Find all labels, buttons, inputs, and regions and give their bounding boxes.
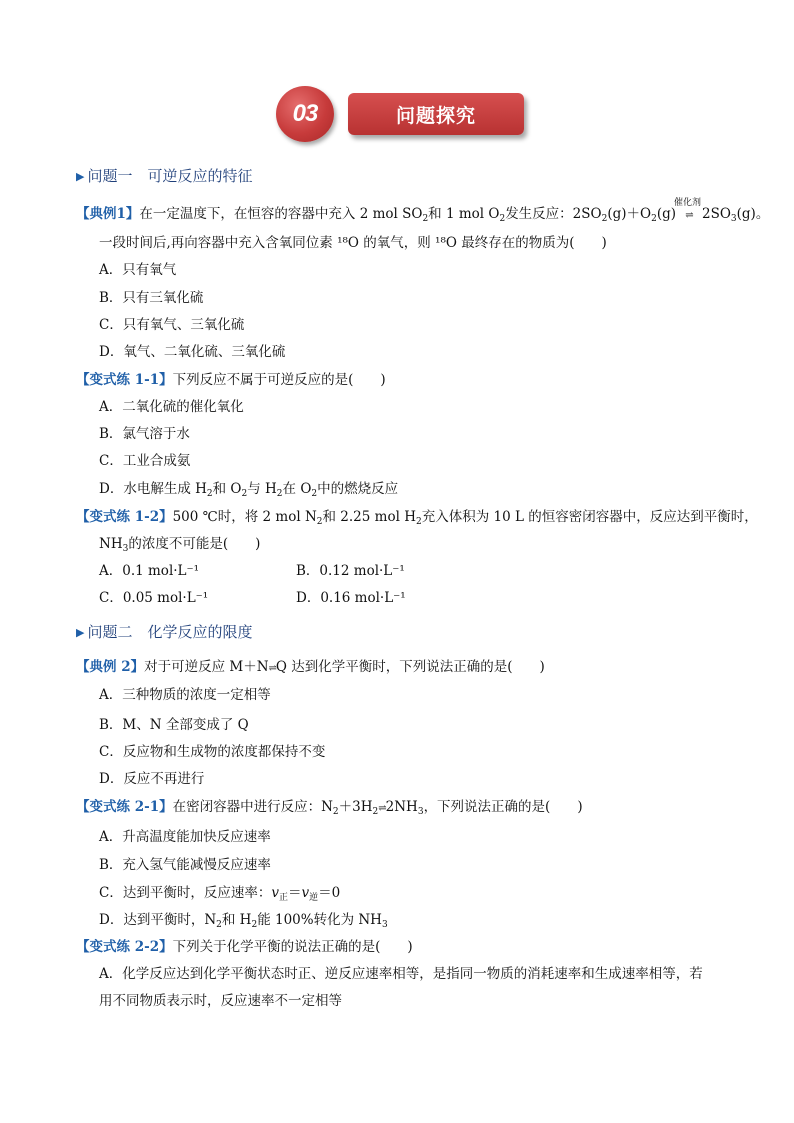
subsection-title-1 bbox=[76, 165, 252, 186]
question-2-option-d: D．水电解生成 $H_2$和 $O_2$与 $H_2$在 $O_2$中的燃烧反应 bbox=[99, 481, 399, 499]
triangle-icon: ▶ bbox=[76, 170, 85, 183]
question-6-tag: 【变式练 2-2】 bbox=[76, 939, 173, 955]
question-1-option-c: C．只有氧气、三氧化硫 bbox=[99, 317, 245, 333]
section-number-badge bbox=[276, 86, 334, 142]
equilibrium-arrow: ⇌ bbox=[378, 803, 386, 814]
question-1-option-a: A．只有氧气 bbox=[99, 262, 177, 278]
section-title-banner bbox=[348, 93, 524, 135]
question-2-option-b: B．氯气溶于水 bbox=[99, 426, 190, 442]
catalyst-label: 催化剂 bbox=[674, 198, 702, 208]
question-3-stem: 【变式练 1-2】500 ℃时，将 2 mol $N_2$和 2.25 mol $H_2$充入体积为 10 L 的恒容密闭容器中，反应达到平衡时， bbox=[76, 509, 758, 527]
question-6-stem: 【变式练 2-2】下列关于化学平衡的说法正确的是( ) bbox=[76, 939, 413, 955]
question-3-tag: 【变式练 1-2】 bbox=[76, 509, 173, 525]
question-4-option-c: C．反应物和生成物的浓度都保持不变 bbox=[99, 744, 326, 760]
equilibrium-arrow: ⇌ bbox=[268, 663, 276, 674]
question-1-tag: 【典例1】 bbox=[76, 206, 140, 222]
question-5-option-b: B．充入氢气能减慢反应速率 bbox=[99, 857, 271, 873]
question-3-option-d: D．0.16 mol·L⁻¹ bbox=[296, 590, 406, 606]
subsection-title-2-text: 问题二 化学反应的限度 bbox=[87, 623, 253, 641]
question-3-line-2: $NH_3$的浓度不可能是( ) bbox=[99, 536, 261, 554]
section-number: 03 bbox=[292, 100, 318, 127]
question-1-option-d: D．氧气、二氧化硫、三氧化硫 bbox=[99, 344, 286, 360]
question-4-option-b: B．M、N 全部变成了 Q bbox=[99, 717, 249, 733]
question-5-stem: 【变式练 2-1】在密闭容器中进行反应：$N_2+3H_2\rightleftharpoons 2NH_3$，下列说法正确的是( ) bbox=[76, 799, 583, 817]
question-3-option-c: C．0.05 mol·L⁻¹ bbox=[99, 590, 209, 606]
question-2-stem: 【变式练 1-1】下列反应不属于可逆反应的是( ) bbox=[76, 372, 386, 388]
subsection-title-2 bbox=[76, 621, 252, 642]
question-4-tag: 【典例 2】 bbox=[76, 659, 145, 675]
question-4-stem: 【典例 2】对于可逆反应 M＋N⇌Q 达到化学平衡时，下列说法正确的是( ) bbox=[76, 659, 545, 675]
section-header bbox=[276, 86, 528, 142]
question-1-option-b: B．只有三氧化硫 bbox=[99, 290, 204, 306]
section-title: 问题探究 bbox=[395, 104, 476, 127]
question-5-tag: 【变式练 2-1】 bbox=[76, 799, 173, 815]
question-1-line-2: 一段时间后,再向容器中充入含氧同位素 ¹⁸O 的氧气，则 ¹⁸O 最终存在的物质为( ) bbox=[99, 235, 607, 251]
question-3-option-b: B．0.12 mol·L⁻¹ bbox=[296, 563, 405, 579]
question-5-option-c: C．达到平衡时，反应速率：$v_正=v_逆=0$ bbox=[99, 885, 341, 903]
triangle-icon: ▶ bbox=[76, 626, 85, 639]
question-4-option-d: D．反应不再进行 bbox=[99, 771, 205, 787]
question-6-option-a-line-2: 用不同物质表示时，反应速率不一定相等 bbox=[99, 993, 342, 1009]
subsection-title-1-text: 问题一 可逆反应的特征 bbox=[87, 167, 253, 185]
question-1-line-1: 【典例1】在一定温度下，在恒容的容器中充入 2 mol $SO_2$和 1 mol $O_2$发生反应：$2SO_2(g)+O_2(g)$ 催化剂 ⇌ $2SO_3(g)$。 bbox=[76, 204, 769, 229]
question-3-option-a: A．0.1 mol·L⁻¹ bbox=[99, 563, 200, 579]
question-5-option-a: A．升高温度能加快反应速率 bbox=[99, 829, 271, 845]
question-2-option-c: C．工业合成氨 bbox=[99, 453, 191, 469]
question-4-option-a: A．三种物质的浓度一定相等 bbox=[99, 687, 271, 703]
question-5-option-d: D．达到平衡时，$N_2$和 $H_2$能 100%转化为 $NH_3$ bbox=[99, 912, 388, 930]
question-6-option-a-line-1: A．化学反应达到化学平衡状态时正、逆反应速率相等，是指同一物质的消耗速率和生成速率相等，若 bbox=[99, 966, 703, 982]
equilibrium-arrow: ⇌ bbox=[685, 210, 693, 221]
question-2-tag: 【变式练 1-1】 bbox=[76, 372, 173, 388]
question-2-option-a: A．二氧化硫的催化氧化 bbox=[99, 399, 244, 415]
